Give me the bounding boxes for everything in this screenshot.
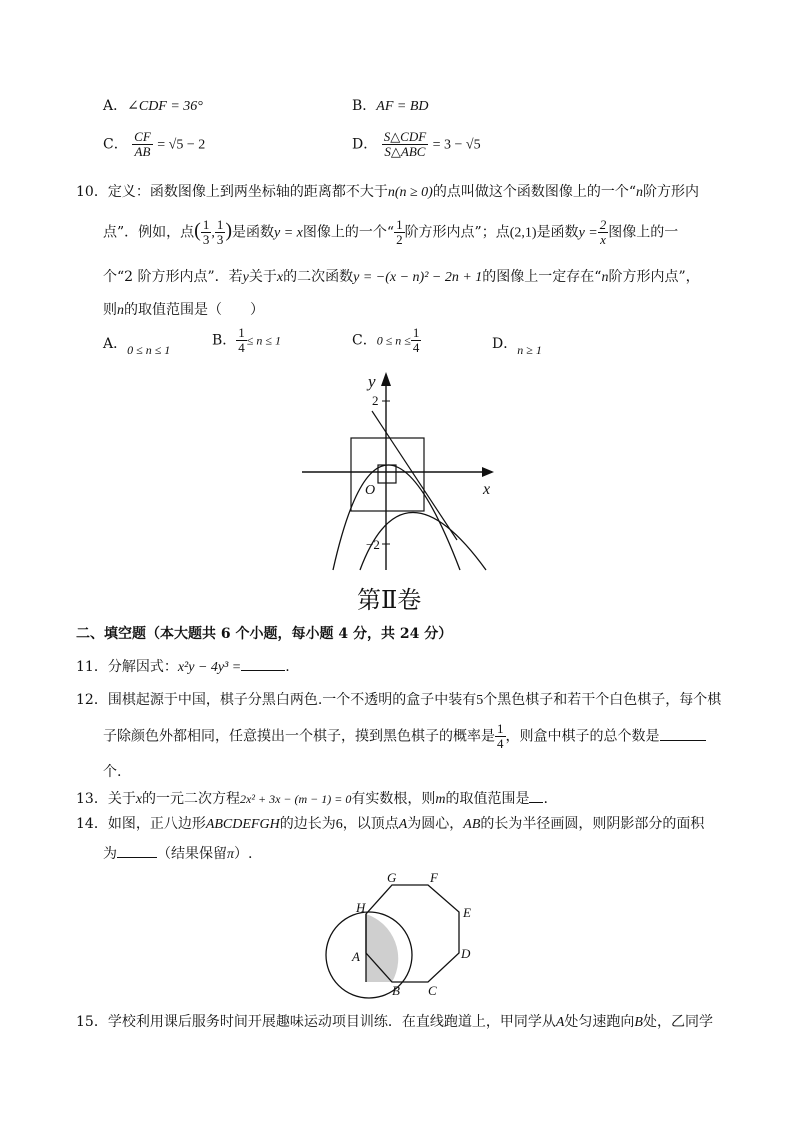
q14-line-2: 为 （结果保留π）. bbox=[103, 843, 252, 865]
q10-option-b: B． $\frac{1}{4}$ ≤ n ≤ 1 bbox=[212, 325, 281, 355]
part2-heading: 二、填空题（本大题共 6 个小题，每小题 4 分，共 24 分） bbox=[76, 626, 453, 642]
origin-label: O bbox=[365, 483, 376, 498]
section-title: 第Ⅱ卷 bbox=[357, 586, 422, 614]
label-d: D bbox=[461, 946, 471, 961]
q9-option-a: A．∠CDF = 36° bbox=[103, 98, 203, 114]
y-axis-label: y bbox=[368, 372, 376, 391]
q10-option-a: A．0 ≤ n ≤ 1 bbox=[103, 336, 171, 357]
q10-option-c: C．0 ≤ n ≤ $\frac{1}{4}$ bbox=[352, 325, 420, 355]
q9-option-c: C． $\frac{CF}{AB}$ = √5 − 2 bbox=[103, 129, 206, 159]
tick-label-2: 2 bbox=[372, 393, 379, 408]
label-c: C bbox=[428, 983, 437, 998]
q9-option-d: D． $\frac{\text{S△CDF}}{\text{S△ABC}}$ = 3 − √5 bbox=[352, 129, 481, 159]
tick-label-neg2: −2 bbox=[366, 537, 380, 552]
label-e: E bbox=[463, 905, 471, 920]
q12-line-3: 个. bbox=[103, 764, 122, 780]
label-g: G bbox=[387, 870, 397, 885]
q10-line-2: 点”．例如，点( $\frac{1}{3}$ , $\frac{1}{3}$ )是函数y = x图像上的一个“ $\frac{1}{2}$ 阶方形内点”；点(2,1)是函数y = $\frac{2}{x}$ 图像上的一 bbox=[103, 217, 679, 247]
label-h: H bbox=[356, 900, 366, 915]
q15: 15．学校利用课后服务时间开展趣味运动项目训练．在直线跑道上，甲同学从A处匀速跑向B处，乙同学 bbox=[76, 1014, 713, 1030]
label-f: F bbox=[430, 870, 438, 885]
q10-line-3: 个“2 阶方形内点”．若y关于x的二次函数y = −(x − n)² − 2n + 1的图像上一定存在“n阶方形内点”， bbox=[103, 269, 700, 285]
q10-option-d: D．n ≥ 1 bbox=[492, 336, 542, 357]
label-b: B bbox=[392, 983, 400, 998]
q12-line-1: 12．围棋起源于中国，棋子分黑白两色.一个不透明的盒子中装有5个黑色棋子和若干个白色棋子，每个棋 bbox=[76, 692, 722, 708]
q9-option-b: B．AF = BD bbox=[352, 98, 429, 114]
q13: 13．关于x的一元二次方程2x² + 3x − (m − 1) = 0有实数根，则m的取值范围是 . bbox=[76, 788, 548, 810]
q10-line-4: 则n的取值范围是（ ） bbox=[103, 302, 264, 318]
x-axis-label: x bbox=[483, 481, 491, 498]
q11: 11．分解因式：x²y − 4y³ = . bbox=[76, 656, 290, 678]
q10-line-1: 10．定义：函数图像上到两坐标轴的距离都不大于n(n ≥ 0)的点叫做这个函数图像上的一个“n阶方形内 bbox=[76, 184, 700, 200]
label-a: A bbox=[352, 949, 360, 964]
q14-line-1: 14．如图，正八边形ABCDEFGH的边长为6，以顶点A为圆心，AB的长为半径画圆，则阴影部分的面积 bbox=[76, 816, 705, 832]
q12-line-2: 子除颜色外都相同，任意摸出一个棋子，摸到黑色棋子的概率是 $\frac{1}{4}$ ，则盒中棋子的总个数是 bbox=[103, 722, 706, 758]
